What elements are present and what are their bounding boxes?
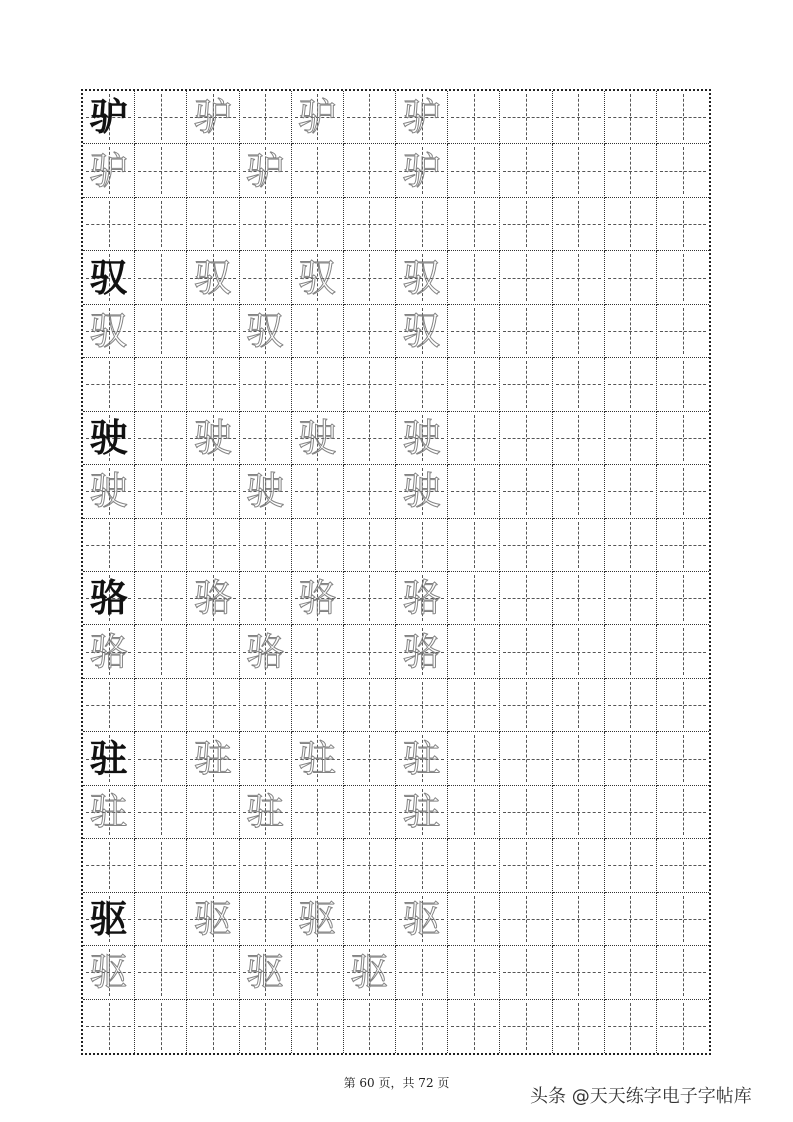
trace-character: 驴 <box>402 148 441 193</box>
grid-cell <box>344 679 396 732</box>
grid-cell <box>553 946 605 999</box>
grid-cell <box>657 893 709 946</box>
grid-cell <box>605 465 657 518</box>
grid-cell <box>657 465 709 518</box>
grid-cell <box>240 625 292 678</box>
grid-cell <box>292 144 344 197</box>
grid-cell <box>605 679 657 732</box>
grid-cell <box>605 1000 657 1053</box>
grid-cell <box>187 679 239 732</box>
grid-cell <box>292 91 344 144</box>
grid-cell <box>500 1000 552 1053</box>
grid-cell <box>500 946 552 999</box>
grid-cell <box>553 412 605 465</box>
grid-cell <box>448 839 500 892</box>
model-character: 驴 <box>89 94 128 140</box>
grid-cell <box>605 625 657 678</box>
grid-cell <box>187 1000 239 1053</box>
grid-cell <box>83 412 135 465</box>
grid-cell <box>240 1000 292 1053</box>
grid-cell <box>396 91 448 144</box>
grid-cell <box>605 572 657 625</box>
grid-cell <box>605 786 657 839</box>
trace-character: 驴 <box>89 148 128 193</box>
grid-cell <box>187 732 239 785</box>
grid-cell <box>657 91 709 144</box>
grid-cell <box>135 412 187 465</box>
trace-character: 骆 <box>402 576 441 621</box>
grid-cell <box>553 572 605 625</box>
grid-cell <box>605 946 657 999</box>
grid-cell <box>187 786 239 839</box>
grid-cell <box>240 679 292 732</box>
grid-cell <box>292 412 344 465</box>
grid-cell <box>240 572 292 625</box>
page-number: 第 60 页，共 72 页 <box>343 1076 450 1090</box>
grid-cell <box>500 519 552 572</box>
grid-cell <box>605 144 657 197</box>
grid-cell <box>500 251 552 304</box>
grid-cell <box>240 839 292 892</box>
grid-cell <box>240 251 292 304</box>
grid-cell <box>135 572 187 625</box>
grid-cell <box>500 893 552 946</box>
trace-character: 驻 <box>402 789 441 834</box>
grid-cell <box>187 305 239 358</box>
grid-cell <box>500 625 552 678</box>
grid-cell <box>553 839 605 892</box>
grid-cell <box>240 519 292 572</box>
grid-cell <box>187 519 239 572</box>
grid-cell <box>396 946 448 999</box>
grid-cell <box>500 679 552 732</box>
grid-cell <box>396 839 448 892</box>
grid-cell <box>605 358 657 411</box>
grid-cell <box>292 465 344 518</box>
trace-character: 驱 <box>350 950 389 995</box>
grid-cell <box>83 893 135 946</box>
grid-cell <box>553 144 605 197</box>
grid-cell <box>135 198 187 251</box>
grid-cell <box>396 144 448 197</box>
grid-cell <box>83 786 135 839</box>
grid-cell <box>135 251 187 304</box>
grid-cell <box>396 893 448 946</box>
trace-character: 骆 <box>246 629 285 674</box>
trace-character: 驱 <box>246 950 285 995</box>
grid-cell <box>448 625 500 678</box>
grid-cell <box>83 358 135 411</box>
grid-cell <box>344 358 396 411</box>
grid-cell <box>605 893 657 946</box>
trace-character: 驶 <box>298 415 337 460</box>
grid-cell <box>83 519 135 572</box>
grid-cell <box>83 625 135 678</box>
grid-cell <box>83 732 135 785</box>
grid-cell <box>292 198 344 251</box>
grid-cell <box>553 465 605 518</box>
grid-cell <box>344 465 396 518</box>
trace-character: 驱 <box>193 896 232 941</box>
grid-cell <box>500 198 552 251</box>
grid-cell <box>292 251 344 304</box>
watermark: 头条 @天天练字电子字帖库 <box>530 1086 752 1107</box>
grid-cell <box>396 732 448 785</box>
grid-cell <box>83 839 135 892</box>
trace-character: 驴 <box>193 95 232 140</box>
grid-cell <box>657 946 709 999</box>
grid-cell <box>344 144 396 197</box>
grid-cell <box>187 412 239 465</box>
grid-cell <box>448 412 500 465</box>
grid-cell <box>605 251 657 304</box>
grid-cell <box>396 625 448 678</box>
trace-character: 驱 <box>89 950 128 995</box>
grid-cell <box>500 465 552 518</box>
grid-cell <box>500 412 552 465</box>
trace-character: 驻 <box>298 736 337 781</box>
grid-cell <box>344 572 396 625</box>
grid-cell <box>135 839 187 892</box>
grid-cell <box>396 572 448 625</box>
grid-cell <box>396 198 448 251</box>
trace-character: 驴 <box>246 148 285 193</box>
trace-character: 驻 <box>193 736 232 781</box>
grid-cell <box>605 839 657 892</box>
grid-cell <box>553 625 605 678</box>
grid-cell <box>292 786 344 839</box>
grid-cell <box>135 1000 187 1053</box>
grid-cell <box>187 198 239 251</box>
grid-cell <box>553 91 605 144</box>
grid-cell <box>83 251 135 304</box>
trace-character: 驶 <box>89 469 128 514</box>
grid-cell <box>448 198 500 251</box>
grid-cell <box>135 893 187 946</box>
grid-cell <box>396 358 448 411</box>
grid-cell <box>187 625 239 678</box>
grid-cell <box>657 412 709 465</box>
grid-cell <box>448 572 500 625</box>
trace-character: 驶 <box>246 469 285 514</box>
grid-cell <box>187 572 239 625</box>
grid-cell <box>500 91 552 144</box>
model-character: 驻 <box>89 735 128 781</box>
grid-cell <box>657 679 709 732</box>
grid-cell <box>657 572 709 625</box>
grid-cell <box>240 305 292 358</box>
grid-cell <box>553 358 605 411</box>
grid-cell <box>135 465 187 518</box>
trace-character: 驴 <box>298 95 337 140</box>
grid-cell <box>657 358 709 411</box>
grid-cell <box>292 305 344 358</box>
grid-cell <box>605 198 657 251</box>
grid-cell <box>135 946 187 999</box>
trace-character: 驭 <box>298 255 337 300</box>
grid-cell <box>187 839 239 892</box>
grid-cell <box>500 839 552 892</box>
grid-cell <box>605 91 657 144</box>
trace-character: 驭 <box>402 308 441 353</box>
grid-cell <box>396 679 448 732</box>
grid-cell <box>135 786 187 839</box>
grid-cell <box>553 732 605 785</box>
grid-cell <box>292 572 344 625</box>
grid-cell <box>448 786 500 839</box>
grid-cell <box>187 946 239 999</box>
grid-cell <box>657 786 709 839</box>
grid-cell <box>396 1000 448 1053</box>
grid-cell <box>187 893 239 946</box>
grid-cell <box>83 946 135 999</box>
grid-cell <box>83 679 135 732</box>
grid-cell <box>448 1000 500 1053</box>
grid-cell <box>344 839 396 892</box>
grid-cell <box>500 144 552 197</box>
grid-cell <box>344 625 396 678</box>
trace-character: 骆 <box>89 629 128 674</box>
grid-cell <box>240 358 292 411</box>
grid-cell <box>448 946 500 999</box>
grid-cell <box>292 839 344 892</box>
model-character: 骆 <box>89 575 128 621</box>
grid-cell <box>396 519 448 572</box>
grid-cell <box>187 144 239 197</box>
grid-cell <box>448 305 500 358</box>
trace-character: 驻 <box>246 789 285 834</box>
trace-character: 驻 <box>89 789 128 834</box>
grid-cell <box>605 732 657 785</box>
grid-cell <box>240 732 292 785</box>
grid-cell <box>553 679 605 732</box>
trace-character: 驭 <box>193 255 232 300</box>
trace-character: 驭 <box>89 308 128 353</box>
grid-cell <box>292 358 344 411</box>
grid-cell <box>135 625 187 678</box>
trace-character: 骆 <box>402 629 441 674</box>
grid-cell <box>135 91 187 144</box>
grid-cell <box>135 305 187 358</box>
grid-cell <box>553 786 605 839</box>
trace-character: 驭 <box>246 308 285 353</box>
grid-cell <box>657 839 709 892</box>
trace-character: 驴 <box>402 95 441 140</box>
grid-cell <box>187 358 239 411</box>
grid-cell <box>500 358 552 411</box>
grid-cell <box>448 732 500 785</box>
grid-cell <box>553 519 605 572</box>
grid-cell <box>448 144 500 197</box>
grid-cell <box>553 251 605 304</box>
grid-cell <box>240 465 292 518</box>
grid-cell <box>396 305 448 358</box>
grid-cell <box>292 893 344 946</box>
grid-cell <box>553 305 605 358</box>
grid-cell <box>83 465 135 518</box>
grid-cell <box>657 305 709 358</box>
grid-cell <box>344 305 396 358</box>
trace-character: 驻 <box>402 736 441 781</box>
model-character: 驭 <box>89 254 128 300</box>
grid-cell <box>292 1000 344 1053</box>
grid-cell <box>657 144 709 197</box>
grid-cell <box>657 519 709 572</box>
grid-cell <box>553 1000 605 1053</box>
trace-character: 骆 <box>298 576 337 621</box>
grid-cell <box>344 519 396 572</box>
practice-grid <box>81 89 711 1055</box>
grid-cell <box>500 732 552 785</box>
grid-cell <box>135 679 187 732</box>
grid-cell <box>605 412 657 465</box>
grid-cell <box>448 679 500 732</box>
grid-cell <box>83 572 135 625</box>
trace-character: 驶 <box>193 415 232 460</box>
grid-cell <box>657 251 709 304</box>
grid-cell <box>83 305 135 358</box>
grid-cell <box>292 625 344 678</box>
trace-character: 驱 <box>298 896 337 941</box>
grid-cell <box>500 786 552 839</box>
trace-character: 驭 <box>402 255 441 300</box>
grid-cell <box>135 144 187 197</box>
trace-character: 驶 <box>402 469 441 514</box>
grid-cell <box>187 91 239 144</box>
grid-cell <box>605 519 657 572</box>
grid-cell <box>240 786 292 839</box>
model-character: 驱 <box>89 895 128 941</box>
grid-cell <box>187 465 239 518</box>
grid-cell <box>657 198 709 251</box>
grid-cell <box>657 625 709 678</box>
grid-cell <box>240 91 292 144</box>
grid-cell <box>292 679 344 732</box>
grid-cell <box>135 519 187 572</box>
grid-cell <box>187 251 239 304</box>
grid-cell <box>344 786 396 839</box>
grid-cell <box>240 144 292 197</box>
grid-cell <box>396 251 448 304</box>
grid-cell <box>605 305 657 358</box>
grid-cell <box>344 251 396 304</box>
grid-cell <box>448 465 500 518</box>
grid-cell <box>657 732 709 785</box>
grid-cell <box>240 198 292 251</box>
grid-cell <box>344 893 396 946</box>
grid-cell <box>553 893 605 946</box>
grid-cell <box>500 572 552 625</box>
grid-cell <box>292 946 344 999</box>
grid-cell <box>240 946 292 999</box>
grid-cell <box>135 358 187 411</box>
grid-cell <box>344 1000 396 1053</box>
trace-character: 驶 <box>402 415 441 460</box>
grid-cell <box>344 412 396 465</box>
grid-cell <box>448 519 500 572</box>
trace-character: 骆 <box>193 576 232 621</box>
grid-cell <box>83 1000 135 1053</box>
model-character: 驶 <box>89 414 128 460</box>
grid-cell <box>292 519 344 572</box>
grid-cell <box>657 1000 709 1053</box>
grid-cell <box>396 786 448 839</box>
grid-cell <box>553 198 605 251</box>
grid-cell <box>396 465 448 518</box>
grid-cell <box>344 198 396 251</box>
grid-cell <box>344 946 396 999</box>
grid-cell <box>448 358 500 411</box>
grid-cell <box>500 305 552 358</box>
grid-cell <box>240 893 292 946</box>
grid-cell <box>292 732 344 785</box>
grid-cell <box>448 893 500 946</box>
grid-cell <box>344 732 396 785</box>
grid-cell <box>135 732 187 785</box>
trace-character: 驱 <box>402 896 441 941</box>
grid-cell <box>396 412 448 465</box>
grid-cell <box>448 251 500 304</box>
grid-cell <box>344 91 396 144</box>
grid-cell <box>83 91 135 144</box>
grid-cell <box>83 144 135 197</box>
grid-cell <box>83 198 135 251</box>
grid-cell <box>448 91 500 144</box>
grid-cell <box>240 412 292 465</box>
